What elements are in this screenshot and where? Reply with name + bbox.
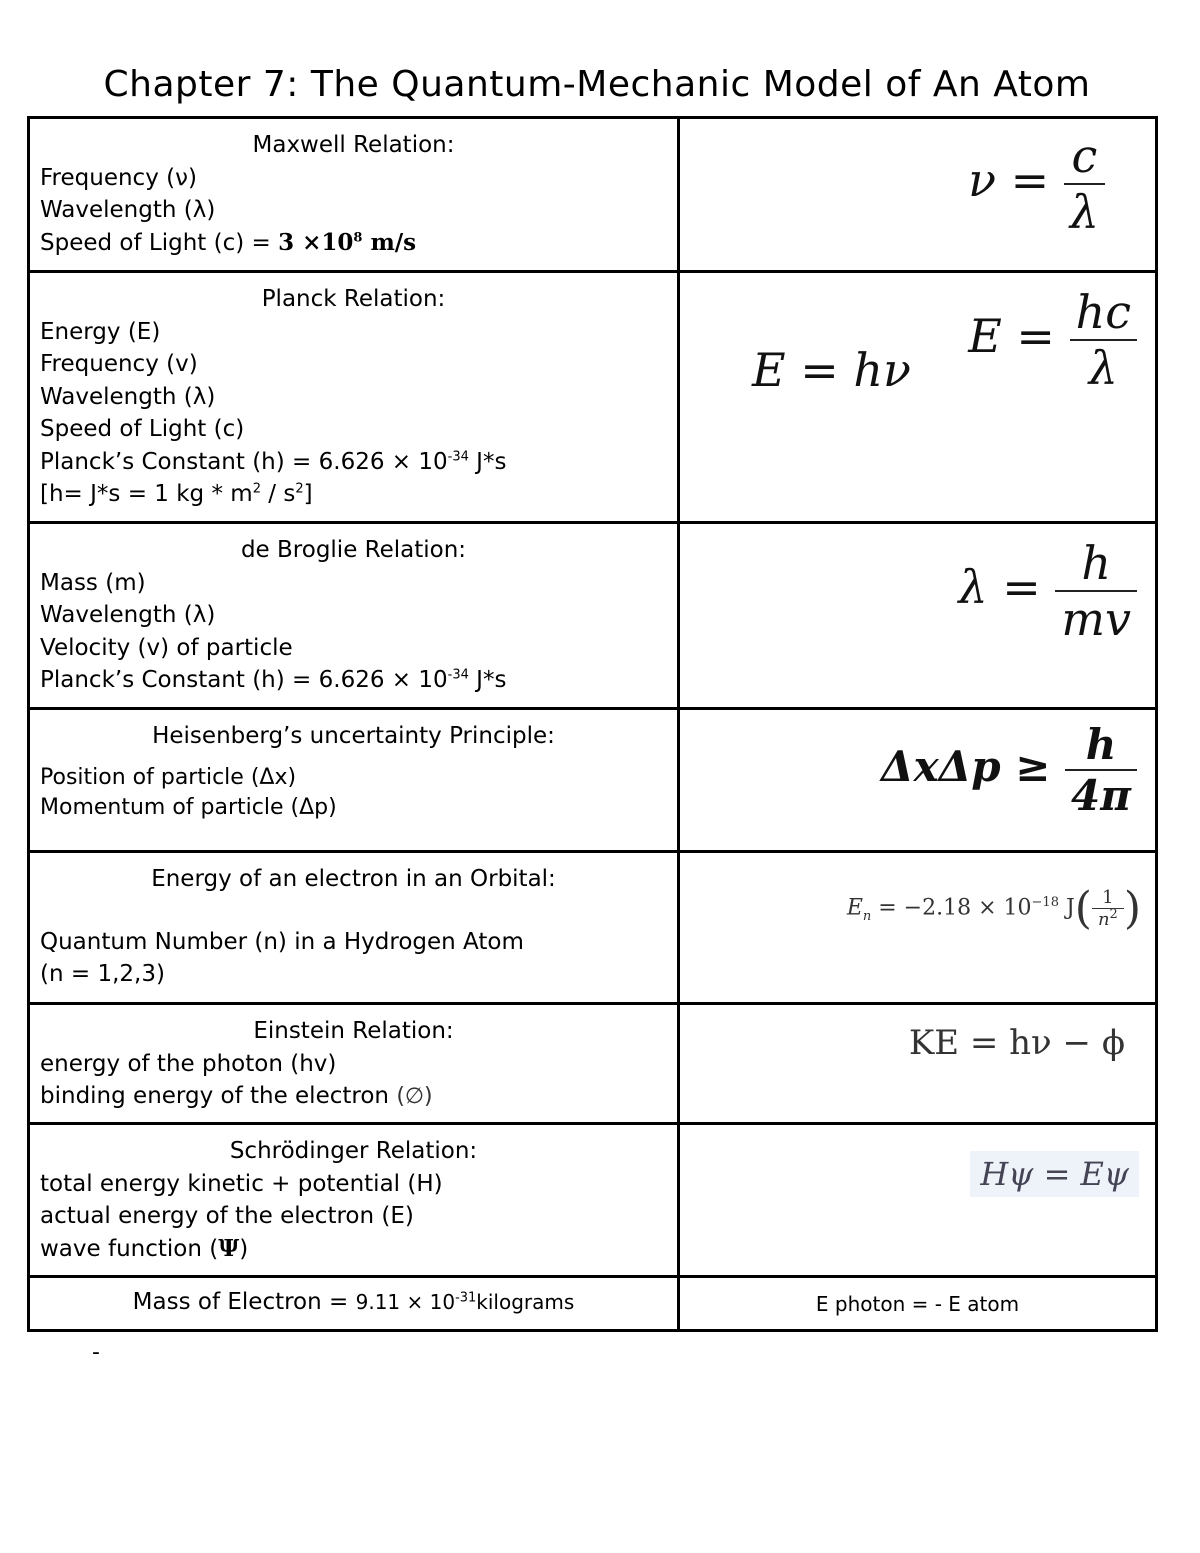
list-item: Momentum of particle (Δp)	[40, 794, 337, 820]
speed-value: $3 \times 10^8$ m/s	[278, 228, 417, 256]
equation-einstein: KE = hν − ϕ	[908, 1023, 1125, 1063]
row-heading: Einstein Relation:	[253, 1018, 454, 1044]
planck-constant: Planck’s Constant $(h) = 6.626 \times 10^{-34}$ J*s	[40, 667, 507, 693]
page-title: Chapter 7: The Quantum-Mechanic Model of An Atom	[103, 64, 1091, 105]
list-item: wave function (Ψ)	[40, 1234, 249, 1262]
list-item: energy of the photon (hv)	[40, 1050, 337, 1077]
row-planck	[29, 272, 1157, 523]
row-heading: Planck Relation:	[261, 286, 446, 312]
list-item: Velocity (v) of particle	[40, 634, 293, 661]
speed-label: Speed of Light (c) =	[40, 229, 279, 256]
row-heisenberg	[29, 709, 1157, 852]
list-item: total energy kinetic + potential (H)	[40, 1170, 443, 1197]
list-item: Frequency (ν)	[40, 164, 197, 191]
electron-mass-value: $9.11 \times 10^{-31}kilograms$	[355, 1290, 575, 1314]
row-orbital-energy	[29, 852, 1157, 1004]
planck-constant: Planck’s Constant $(h) = 6.626 \times 10^{-34}$ J*s	[40, 448, 507, 475]
row-heading: Schrödinger Relation:	[229, 1138, 478, 1164]
formula-table	[27, 116, 1158, 1332]
electron-mass-label: Mass of Electron =	[132, 1289, 356, 1315]
list-item: Quantum Number (n) in a Hydrogen Atom	[40, 928, 524, 955]
list-item: Speed of Light (c)	[40, 416, 245, 442]
list-item: (n = 1,2,3)	[40, 961, 165, 987]
equation-planck-wavelength: E = $\frac{hc}{\lambda}$	[968, 285, 1137, 395]
planck-units: [h= J*s = 1 kg * $m^2 / s^2$]	[40, 481, 313, 507]
row-de-broglie	[29, 523, 1157, 709]
stray-dash: -	[92, 1340, 100, 1365]
equation-orbital-energy: $E_n = -2.18 \times 10^{-18}$ J( $\frac{1}{n^2}$ )	[846, 883, 1141, 934]
list-item: Wavelength (λ)	[40, 197, 216, 223]
row-heading: Heisenberg’s uncertainty Principle:	[152, 723, 555, 749]
equation-de-broglie: λ = $\frac{h}{mv}$	[958, 536, 1137, 646]
row-footer	[29, 1277, 1157, 1331]
photon-energy-relation: E photon = - E atom	[815, 1291, 1020, 1316]
list-item: actual energy of the electron (E)	[40, 1203, 414, 1229]
row-schrodinger	[29, 1124, 1157, 1277]
list-item: Mass (m)	[40, 569, 146, 596]
list-item: Frequency (v)	[40, 351, 198, 377]
row-heading: Maxwell Relation:	[252, 132, 455, 158]
equation-schrodinger: Hψ = Eψ	[970, 1151, 1139, 1197]
list-item	[40, 227, 667, 260]
row-heading: de Broglie Relation:	[240, 537, 467, 563]
list-item: Wavelength (λ)	[40, 383, 216, 410]
list-item: Energy (E)	[40, 318, 161, 345]
equation-heisenberg: ΔxΔp ≥ $\frac{h}{4\pi}$	[881, 720, 1137, 820]
list-item: Position of particle (Δx)	[40, 764, 297, 790]
row-einstein	[29, 1004, 1157, 1124]
list-item: Wavelength (λ)	[40, 602, 216, 628]
equation-maxwell: ν = $\frac{c}{\lambda}$	[968, 129, 1105, 239]
equation-planck-frequency: E = hν	[752, 343, 911, 397]
list-item: binding energy of the electron (∅)	[40, 1083, 433, 1109]
row-maxwell	[29, 118, 1157, 272]
row-heading: Energy of an electron in an Orbital:	[151, 866, 556, 892]
